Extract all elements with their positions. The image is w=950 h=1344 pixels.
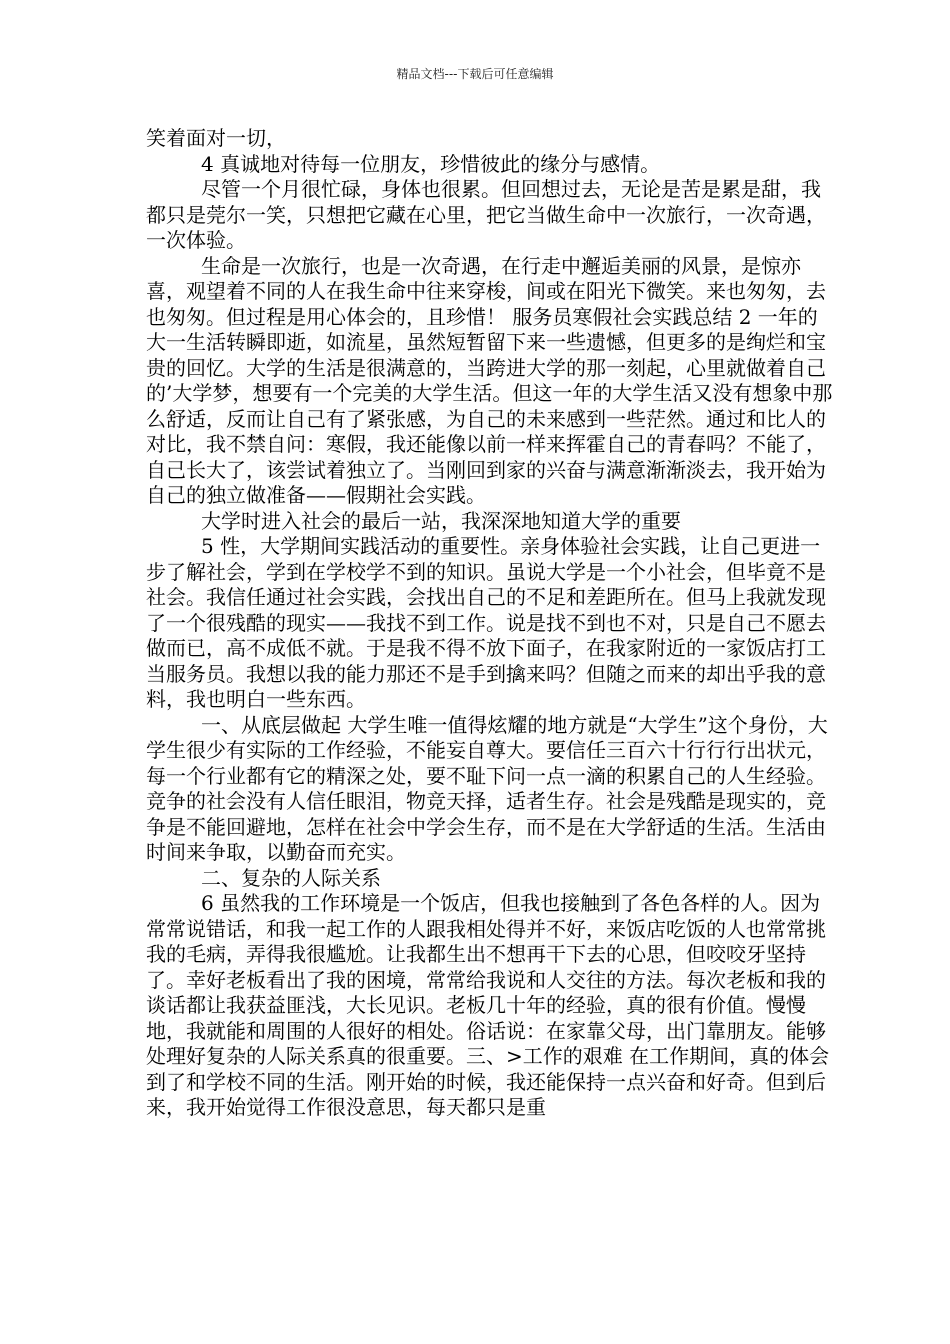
paragraph: 4 真诚地对待每一位朋友，珍惜彼此的缘分与感情。 <box>201 151 661 176</box>
paragraph: 尽管一个月很忙碌，身体也很累。但回想过去，无论是苦是累是甜，我都只是莞尔一笑，只想把它藏在心里，把它当做生命中一次旅行，一次奇遇，一次体验。 <box>146 177 826 252</box>
paragraph: 6 虽然我的工作环境是一个饭店，但我也接触到了各色各样的人。因为常常说错话，和我一起工作的人跟我相处得并不好，来饭店吃饭的人也常常挑我的毛病，弄得我很尴尬。让我都生出不想再干下去的心思，但咬咬牙坚持了。幸好老板看出了我的困境，常常给我说和人交往的方法。每次老板和我的谈话都让我获益匪浅，大长见识。老板几十年的经验，真的很有价值。慢慢地，我就能和周围的人很好的相处。俗话说：在家靠父母，出门靠朋友。能够处理好复杂的人际关系真的很重要。三、>工作的艰难 在工作期间，真的体会到了和学校不同的生活。刚开始的时候，我还能保持一点兴奋和好奇。但到后来，我开始觉得工作很没意思，每天都只是重 <box>146 891 830 1119</box>
section-heading: 二、复杂的人际关系 <box>201 865 381 890</box>
paragraph: 大学时进入社会的最后一站，我深深地知道大学的重要 <box>201 508 681 533</box>
section-heading-paragraph: 一、从底层做起 大学生唯一值得炫耀的地方就是“大学生”这个身份，大学生很少有实际的工作经验，不能妄自尊大。要信任三百六十行行行出状元，每一个行业都有它的精深之处，要不耻下问一点一滴的积累自己的人生经验。竞争的社会没有人信任眼泪，物竞天择，适者生存。社会是残酷是现实的，竞争是不能回避地，怎样在社会中学会生存，而不是在大学舒适的生活。生活由时间来争取，以勤奋而充实。 <box>146 712 828 864</box>
paragraph: 5 性，大学期间实践活动的重要性。亲身体验社会实践，让自己更进一步了解社会，学到在学校学不到的知识。虽说大学是一个小社会，但毕竟不是社会。我信任通过社会实践，会找出自己的不足和差距所在。但马上我就发现了一个很残酷的现实——我找不到工作。说是找不到也不对，只是自己不愿去做而已，高不成低不就。于是我不得不放下面子，在我家附近的一家饭店打工当服务员。我想以我的能力那还不是手到擒来吗？但随之而来的却出乎我的意料，我也明白一些东西。 <box>146 534 826 711</box>
document-body <box>146 126 836 1121</box>
page-header: 精品文档---下载后可任意编辑 <box>396 67 554 81</box>
paragraph: 笑着面对一切， <box>146 126 286 150</box>
paragraph: 生命是一次旅行，也是一次奇遇，在行走中邂逅美丽的风景，是惊亦喜，观望着不同的人在我生命中往来穿梭，间或在阳光下微笑。来也匆匆，去也匆匆。但过程是用心体会的，且珍惜！ 服务员寒假社会实践总结 2 一年的大一生活转瞬即逝，如流星，虽然短暂留下来一些遗憾，但更多的是绚烂和宝贵的回忆。大学的生活是很满意的，当跨进大学的那一刻起，心里就做着自己的’大学梦，想要有一个完美的大学生活。但这一年的大学生活又没有想象中那么舒适，反而让自己有了紧张感，为自己的未来感到一些茫然。通过和比人的对比，我不禁自问：寒假，我还能像以前一样来挥霍自己的青春吗？不能了，自己长大了，该尝试着独立了。当刚回到家的兴奋与满意渐渐淡去，我开始为自己的独立做准备——假期社会实践。 <box>146 253 833 507</box>
